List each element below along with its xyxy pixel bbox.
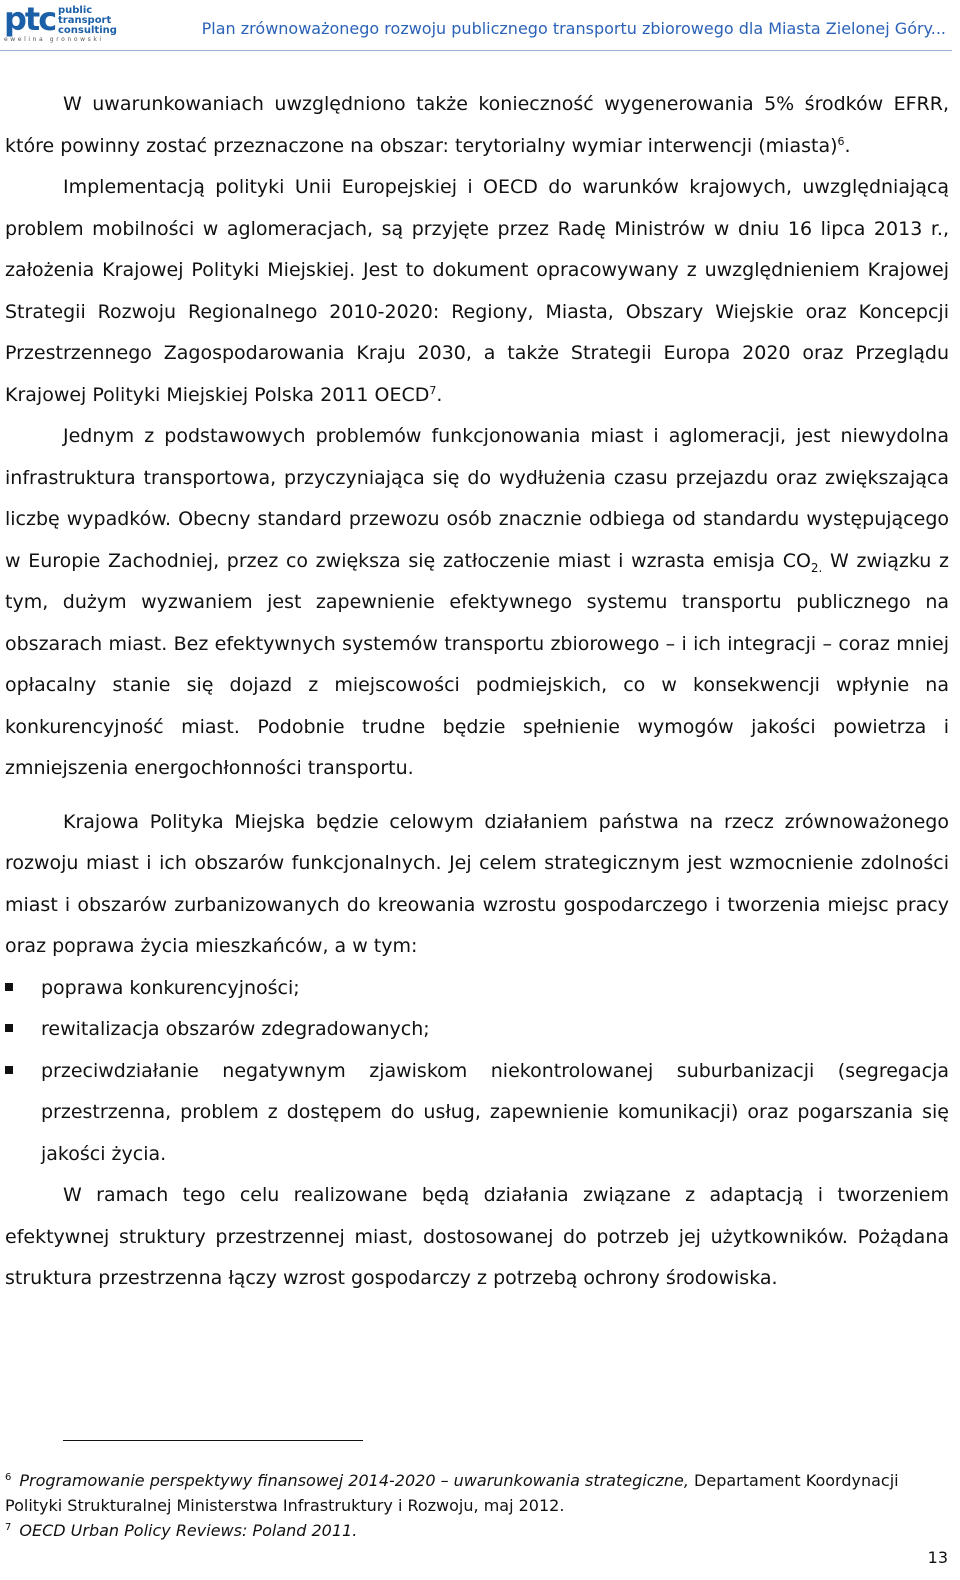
paragraph: Krajowa Polityka Miejska będzie celowym działaniem państwa na rzecz zrównoważonego rozwoju miast i ich obszarów funkcjonalnych. Jej celem strategicznym jest wzmocnienie zdolności miast i obszarów zurbanizowanych do kreowania wzrostu gospodarczego i tworzenia miejsc pracy oraz poprawa życia mieszkańców, a w tym: — [5, 810, 949, 957]
square-bullet-icon — [5, 983, 13, 991]
paragraph: W ramach tego celu realizowane będą działania związane z adaptacją i tworzeniem efektywnej struktury przestrzennej miast, dostosowanej do potrzeb jej użytkowników. Pożądana struktura przestrzenna łączy wzrost gospodarczy z potrzebą ochrony środowiska. — [5, 1184, 949, 1289]
paragraph — [5, 84, 949, 167]
footnote-number: 7 — [5, 1522, 12, 1533]
footnote-number: 6 — [5, 1472, 12, 1483]
footnote-title: OECD Urban Policy Reviews: Poland 2011. — [19, 1521, 358, 1540]
logo-line: transport — [58, 15, 112, 26]
paragraph-text: . — [844, 134, 851, 157]
list-item — [5, 1051, 949, 1176]
subscript: 2. — [810, 560, 823, 575]
paragraph-text: W związku z tym, dużym wyzwaniem jest zapewnienie efektywnego systemu transportu publicznego na obszarach miast. Bez efektywnych systemów transportu zbiorowego – i ich integracji – coraz mniej opłacalny stanie się dojazd z miejscowości podmiejskich, co w konsekwencji wpłynie na konkurencyjność miast. Podobnie trudne będzie spełnienie wymogów jakości powietrza i zmniejszenia energochłonności transportu. — [5, 549, 949, 779]
page-number: 13 — [927, 1548, 948, 1567]
list-item — [5, 1009, 949, 1051]
paragraph-text: . — [436, 383, 443, 406]
bullet-list — [5, 968, 949, 1176]
footnote-title: Programowanie perspektywy finansowej 2014-2020 – uwarunkowania strategiczne, — [19, 1471, 689, 1490]
list-item-text: przeciwdziałanie negatywnym zjawiskom niekontrolowanej suburbanizacji (segregacja przestrzenna, problem z dostępem do usług, zapewnienie komunikacji) oraz pogarszania się jakości życia. — [41, 1059, 949, 1165]
list-item-text: poprawa konkurencyjności; — [41, 976, 300, 999]
footnote — [5, 1468, 949, 1518]
list-item — [5, 968, 949, 1010]
square-bullet-icon — [5, 1024, 13, 1032]
paragraph — [5, 167, 949, 416]
page-header — [0, 0, 960, 62]
header-divider — [0, 50, 952, 51]
paragraph-text: Jednym z podstawowych problemów funkcjonowania miast i aglomeracji, jest niewydolna infrastruktura transportowa, przyczyniająca się do wydłużenia czasu przejazdu oraz zwiększająca liczbę wypadków. Obecny standard przewozu osób znacznie odbiega od standardu występującego w Europie Zachodniej, przez co zwiększa się zatłoczenie miast i wzrasta emisja CO — [5, 425, 949, 572]
logo-tagline: ewelina gronowski — [4, 36, 104, 43]
logo-wordmark — [58, 6, 117, 36]
ptc-logo — [4, 0, 117, 44]
footnote-ref[interactable]: 7 — [429, 383, 437, 397]
footnote-divider — [63, 1440, 363, 1441]
logo-line: public — [58, 5, 93, 16]
paragraph — [5, 416, 949, 790]
footnote-ref[interactable]: 6 — [837, 134, 845, 148]
footnotes — [5, 1468, 949, 1543]
logo-mark: ptc — [4, 0, 56, 38]
footnote-text: Departament Koordynacji Polityki Strukturalnej Ministerstwa Infrastruktury i Rozwoju, maj 2012. — [5, 1471, 899, 1515]
list-item-text: rewitalizacja obszarów zdegradowanych; — [41, 1018, 430, 1040]
paragraph-text: W uwarunkowaniach uwzględniono także konieczność wygenerowania 5% środków EFRR, które powinny zostać przeznaczone na obszar: terytorialny wymiar interwencji (miasta) — [5, 93, 949, 157]
logo-line: consulting — [58, 25, 117, 36]
footnote — [5, 1518, 949, 1543]
paragraph-text: Implementacją polityki Unii Europejskiej i OECD do warunków krajowych, uwzględniającą problem mobilności w aglomeracjach, są przyjęte przez Radę Ministrów w dniu 16 lipca 2013 r., założenia Krajowej Polityki Miejskiej. Jest to dokument opracowywany z uwzględnieniem Krajowej Strategii Rozwoju Regionalnego 2010-2020: Regiony, Miasta, Obszary Wiejskie oraz Koncepcji Przestrzennego Zagospodarowania Kraju 2030, a także Strategii Europa 2020 oraz Przeglądu Krajowej Polityki Miejskiej Polska 2011 OECD — [5, 176, 949, 406]
body-text — [5, 84, 949, 1300]
square-bullet-icon — [5, 1066, 13, 1074]
document-title: Plan zrównoważonego rozwoju publicznego transportu zbiorowego dla Miasta Zielonej Góry... — [201, 19, 946, 38]
